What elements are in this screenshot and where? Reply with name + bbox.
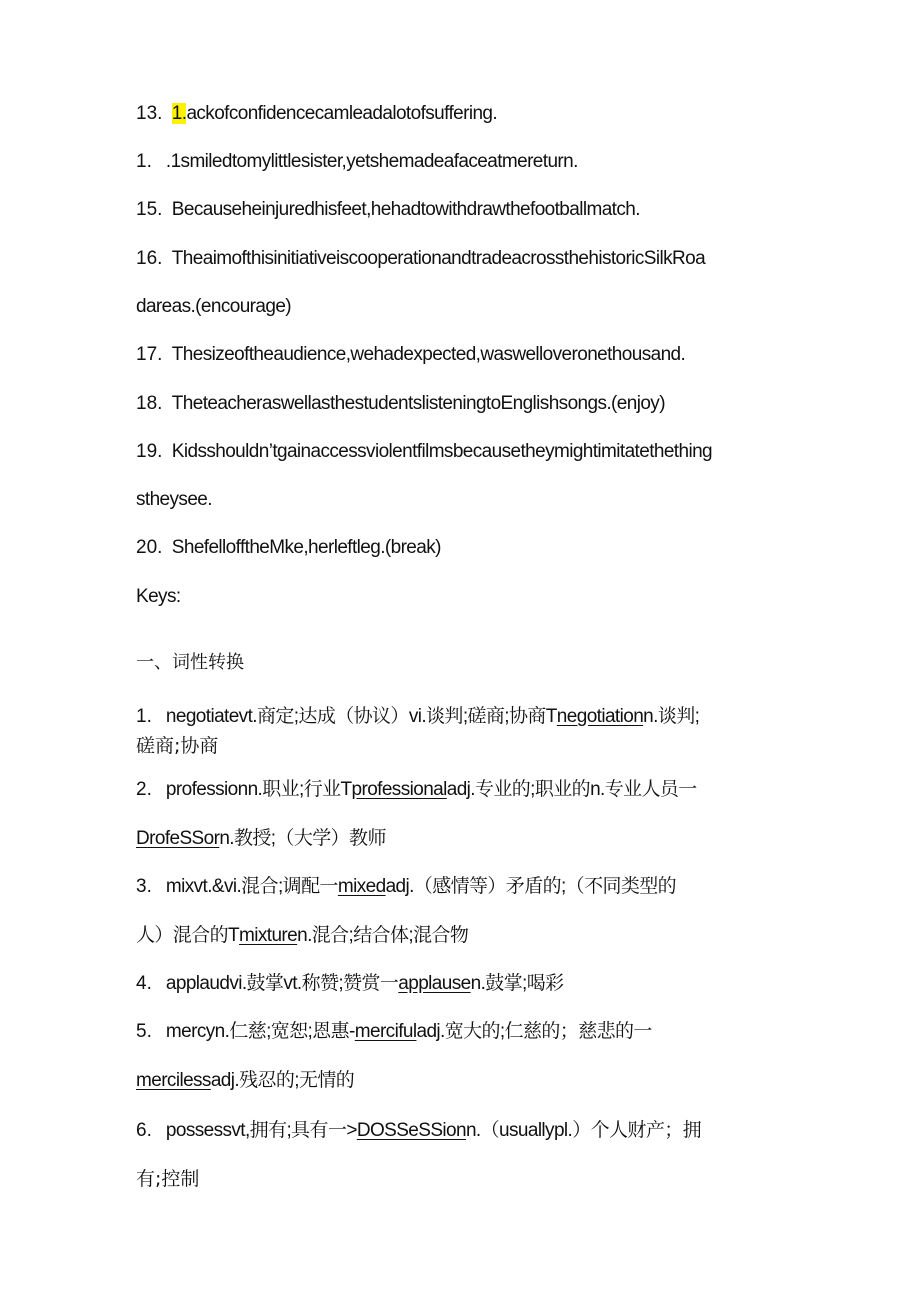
question-19	[136, 440, 712, 464]
question-text: ackofconfidencecamleadalotofsuffering.	[186, 103, 498, 124]
question-text: ShefellofftheMke,herleftleg.(break)	[171, 537, 441, 558]
item-text: applaudvi.鼓掌vt.称赞;赞赏一	[165, 973, 399, 994]
key-item-4	[136, 972, 564, 996]
question-text: Becauseheinjuredhisfeet,hehadtowithdrawthefootballmatch.	[171, 199, 640, 220]
item-text: adj.（感情等）矛盾的;（不同类型的	[385, 876, 677, 897]
question-text: TheteacheraswellasthestudentslisteningtoEnglishsongs.(enjoy)	[171, 393, 665, 414]
question-number: 18.	[136, 393, 163, 414]
answer-word: negotiation	[556, 706, 644, 727]
item-text: n.鼓掌;喝彩	[470, 973, 564, 994]
answer-word: applause	[398, 973, 471, 994]
question-19-continued	[136, 488, 212, 512]
answer-word: professional	[351, 779, 447, 800]
question-number: 20.	[136, 537, 163, 558]
question-18	[136, 392, 665, 416]
item-number: 4.	[136, 973, 152, 994]
item-text: adj.残忍的;无情的	[210, 1070, 355, 1091]
key-item-3	[136, 875, 676, 899]
item-text: 人）混合的T	[136, 925, 240, 946]
question-text: Kidsshouldn’tgainaccessviolentfilmsbecausetheymightimitatethething	[171, 441, 713, 462]
answer-word: DOSSeSSion	[356, 1120, 466, 1141]
item-text: n.教授;（大学）教师	[219, 828, 386, 849]
question-16-continued	[136, 295, 291, 319]
item-text: mercyn.仁慈;宽恕;恩惠-	[165, 1021, 355, 1042]
answer-word: mixture	[239, 925, 298, 946]
item-number: 2.	[136, 779, 152, 800]
question-number: 15.	[136, 199, 163, 220]
question-14	[136, 150, 578, 174]
question-13	[136, 102, 497, 126]
item-text: n.谈判;	[643, 706, 700, 727]
key-item-6	[136, 1119, 701, 1143]
item-text: 有;控制	[136, 1168, 200, 1190]
item-text: possessvt,拥有;具有一>	[165, 1120, 357, 1141]
item-number: 3.	[136, 876, 152, 897]
key-item-3-continued	[136, 924, 468, 948]
answer-word: mixed	[337, 876, 386, 897]
key-item-2-continued	[136, 827, 386, 851]
question-15	[136, 198, 640, 222]
question-text: stheysee.	[136, 489, 212, 510]
question-text: dareas.(encourage)	[136, 296, 292, 317]
question-20	[136, 536, 441, 560]
question-number: 17.	[136, 344, 163, 365]
question-16	[136, 247, 705, 271]
question-number: 1.	[136, 151, 152, 172]
keys-label: Keys:	[136, 586, 181, 607]
question-text: .1smiledtomylittlesister,yetshemadeafaceatmereturn.	[165, 151, 578, 172]
item-text: n.（usuallypl.）个人财产；拥	[465, 1120, 702, 1141]
answer-word: merciful	[354, 1021, 417, 1042]
item-text: 磋商;协商	[136, 735, 219, 757]
question-17	[136, 343, 685, 367]
item-text: adj.专业的;职业的n.专业人员一	[446, 779, 697, 800]
answer-word: DrofeSSor	[136, 828, 220, 849]
item-text: n.混合;结合体;混合物	[297, 925, 469, 946]
key-item-1	[136, 705, 699, 729]
item-number: 6.	[136, 1120, 152, 1141]
item-text: professionn.职业;行业T	[165, 779, 352, 800]
item-number: 1.	[136, 706, 152, 727]
item-text: negotiatevt.商定;达成（协议）vi.谈判;磋商;协商T	[165, 706, 557, 727]
answer-word: merciless	[136, 1070, 211, 1091]
item-text: mixvt.&vi.混合;调配一	[165, 876, 338, 897]
highlighted-text: 1.	[171, 103, 187, 124]
question-number: 16.	[136, 248, 163, 269]
key-item-5-continued	[136, 1069, 354, 1093]
item-text: adj.宽大的;仁慈的；慈悲的一	[416, 1021, 652, 1042]
key-item-1-continued	[136, 734, 218, 758]
item-number: 5.	[136, 1021, 152, 1042]
question-text: TheaimofthisinitiativeiscooperationandtradeacrossthehistoricSilkRoa	[171, 248, 706, 269]
key-item-6-continued	[136, 1167, 199, 1191]
section-title: 一、词性转换	[136, 652, 244, 673]
question-number: 13.	[136, 103, 163, 124]
question-number: 19.	[136, 441, 163, 462]
key-item-5	[136, 1020, 652, 1044]
key-item-2	[136, 778, 697, 802]
question-text: Thesizeoftheaudience,wehadexpected,waswelloveronethousand.	[171, 344, 686, 365]
